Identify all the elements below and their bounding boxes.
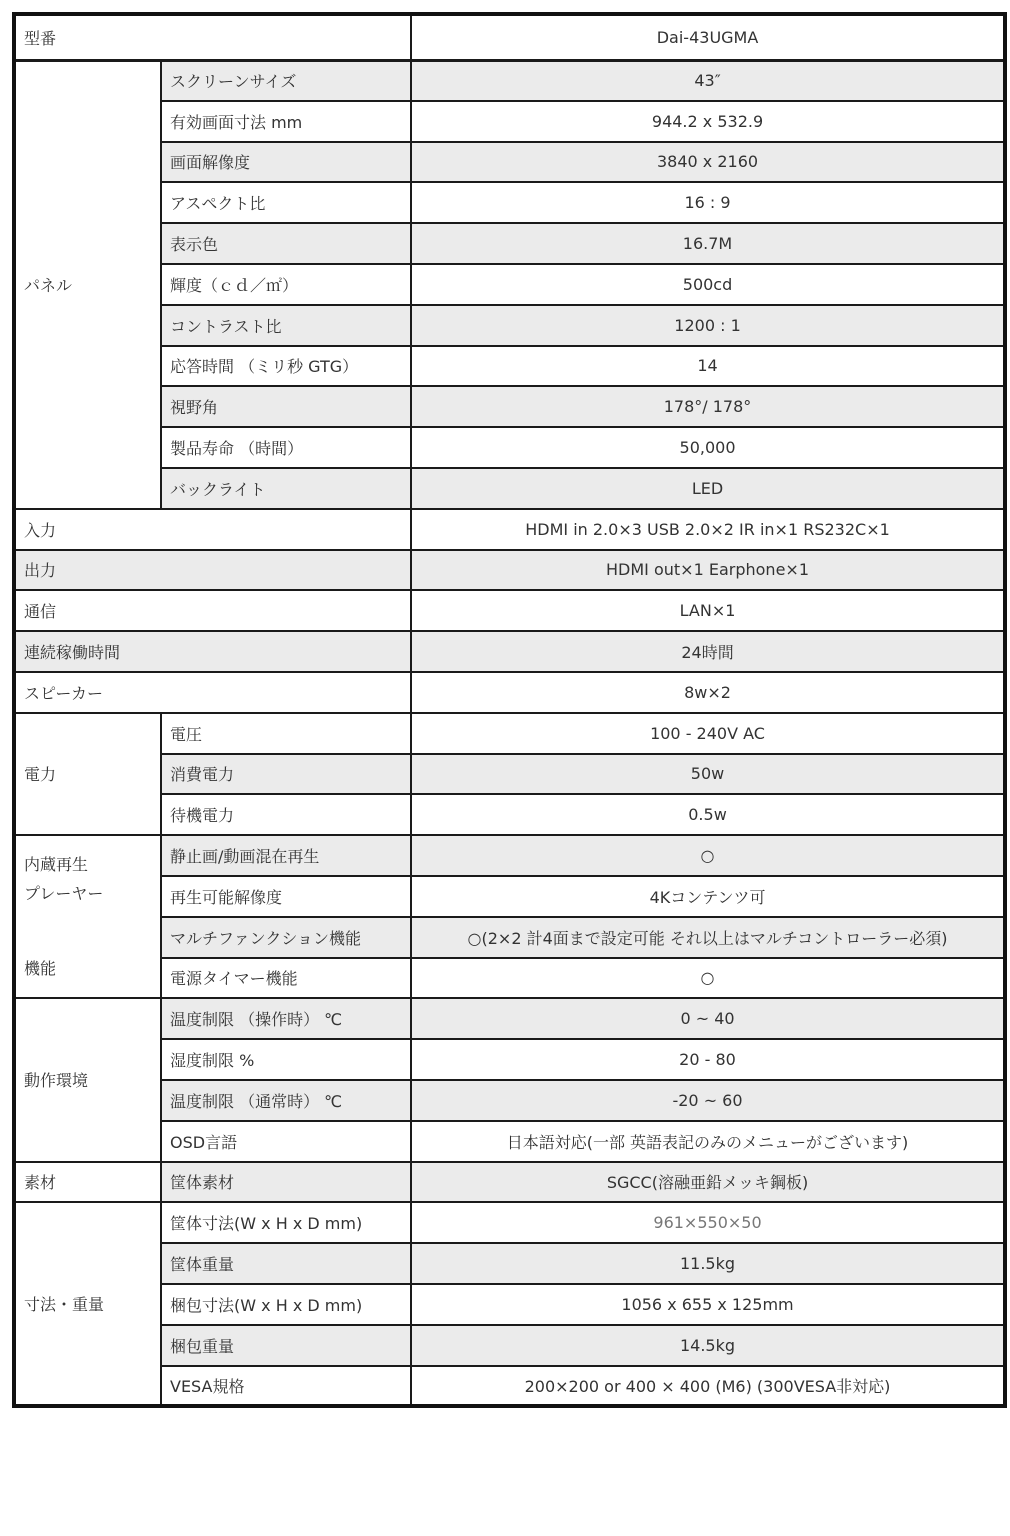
table-row: [14, 468, 1005, 509]
group-player-line2: プレーヤー: [24, 884, 104, 904]
table-row: [14, 1162, 1005, 1203]
spec-table: [12, 12, 1007, 1408]
row-label: 視野角: [161, 386, 411, 427]
row-label: 応答時間 （ミリ秒 GTG）: [161, 346, 411, 387]
row-value: 8w×2: [411, 672, 1005, 713]
table-row: [14, 672, 1005, 713]
table-row: [14, 264, 1005, 305]
group-player-line3: 機能: [24, 959, 57, 979]
row-label: バックライト: [161, 468, 411, 509]
row-value: 日本語対応(一部 英語表記のみのメニューがございます): [411, 1121, 1005, 1162]
row-value: 3840 x 2160: [411, 142, 1005, 183]
row-label: 筐体寸法(W x H x D mm): [161, 1202, 411, 1243]
row-value: LED: [411, 468, 1005, 509]
row-value: 43″: [411, 60, 1005, 101]
table-row: [14, 1325, 1005, 1366]
row-label: 表示色: [161, 223, 411, 264]
row-value: 14.5kg: [411, 1325, 1005, 1366]
table-row: [14, 631, 1005, 672]
row-value: 16.7M: [411, 223, 1005, 264]
row-value: 50,000: [411, 427, 1005, 468]
group-environment: 動作環境: [14, 998, 161, 1161]
model-label: 型番: [14, 14, 411, 60]
table-row: [14, 509, 1005, 550]
table-row: [14, 794, 1005, 835]
row-value: 14: [411, 346, 1005, 387]
table-row: [14, 101, 1005, 142]
group-material: 素材: [14, 1162, 161, 1203]
row-value: 944.2 x 532.9: [411, 101, 1005, 142]
table-row: [14, 142, 1005, 183]
table-row: [14, 223, 1005, 264]
row-value: 16 : 9: [411, 182, 1005, 223]
row-label: VESA規格: [161, 1366, 411, 1407]
row-value: ○: [411, 835, 1005, 876]
row-value: ○(2×2 計4面まで設定可能 それ以上はマルチコントローラー必須): [411, 917, 1005, 958]
row-label: 輝度（ｃｄ／㎡）: [161, 264, 411, 305]
table-row: [14, 1366, 1005, 1407]
group-player-line1: 内蔵再生: [24, 855, 89, 875]
table-row: [14, 386, 1005, 427]
table-row: [14, 1039, 1005, 1080]
row-label: 湿度制限 %: [161, 1039, 411, 1080]
row-value: 24時間: [411, 631, 1005, 672]
table-row: [14, 427, 1005, 468]
row-label: アスペクト比: [161, 182, 411, 223]
row-value: 961×550×50: [411, 1202, 1005, 1243]
group-player: [14, 835, 161, 998]
row-value: 0.5w: [411, 794, 1005, 835]
row-value: 178°/ 178°: [411, 386, 1005, 427]
table-row: [14, 182, 1005, 223]
row-value: 200×200 or 400 × 400 (M6) (300VESA非対応): [411, 1366, 1005, 1407]
table-row: [14, 590, 1005, 631]
row-value: HDMI out×1 Earphone×1: [411, 550, 1005, 591]
row-label: 通信: [14, 590, 411, 631]
table-row: [14, 60, 1005, 101]
table-row: [14, 1284, 1005, 1325]
row-label: 筐体重量: [161, 1243, 411, 1284]
row-label: 待機電力: [161, 794, 411, 835]
table-row: [14, 550, 1005, 591]
group-dimensions: 寸法・重量: [14, 1202, 161, 1406]
row-label: 出力: [14, 550, 411, 591]
row-label: 梱包寸法(W x H x D mm): [161, 1284, 411, 1325]
row-value: 20 - 80: [411, 1039, 1005, 1080]
model-value: Dai-43UGMA: [411, 14, 1005, 60]
row-value: 100 - 240V AC: [411, 713, 1005, 754]
row-value: 500cd: [411, 264, 1005, 305]
table-row-model: [14, 14, 1005, 60]
group-power: 電力: [14, 713, 161, 835]
row-label: 有効画面寸法 mm: [161, 101, 411, 142]
row-label: 筐体素材: [161, 1162, 411, 1203]
table-row: [14, 1121, 1005, 1162]
row-label: 梱包重量: [161, 1325, 411, 1366]
table-row: [14, 958, 1005, 999]
row-label: 静止画/動画混在再生: [161, 835, 411, 876]
row-label: 画面解像度: [161, 142, 411, 183]
table-row: [14, 1202, 1005, 1243]
table-row: [14, 754, 1005, 795]
table-row: [14, 1080, 1005, 1121]
row-value: ○: [411, 958, 1005, 999]
row-label: 連続稼働時間: [14, 631, 411, 672]
row-value: 1200 : 1: [411, 305, 1005, 346]
table-row: [14, 917, 1005, 958]
table-row: [14, 835, 1005, 876]
row-value: 0 ~ 40: [411, 998, 1005, 1039]
row-label: 入力: [14, 509, 411, 550]
row-label: 電源タイマー機能: [161, 958, 411, 999]
row-label: 温度制限 （操作時） ℃: [161, 998, 411, 1039]
table-row: [14, 876, 1005, 917]
row-label: 消費電力: [161, 754, 411, 795]
row-label: 再生可能解像度: [161, 876, 411, 917]
row-value: 1056 x 655 x 125mm: [411, 1284, 1005, 1325]
row-label: 製品寿命 （時間）: [161, 427, 411, 468]
table-row: [14, 1243, 1005, 1284]
row-label: コントラスト比: [161, 305, 411, 346]
row-value: 11.5kg: [411, 1243, 1005, 1284]
table-row: [14, 713, 1005, 754]
table-row: [14, 346, 1005, 387]
row-label: スピーカー: [14, 672, 411, 713]
row-value: 4Kコンテンツ可: [411, 876, 1005, 917]
table-row: [14, 998, 1005, 1039]
row-value: HDMI in 2.0×3 USB 2.0×2 IR in×1 RS232C×1: [411, 509, 1005, 550]
row-value: 50w: [411, 754, 1005, 795]
row-label: マルチファンクション機能: [161, 917, 411, 958]
table-row: [14, 305, 1005, 346]
row-value: LAN×1: [411, 590, 1005, 631]
group-panel: パネル: [14, 60, 161, 509]
row-label: 電圧: [161, 713, 411, 754]
row-label: OSD言語: [161, 1121, 411, 1162]
row-value: SGCC(溶融亜鉛メッキ鋼板): [411, 1162, 1005, 1203]
row-value: -20 ~ 60: [411, 1080, 1005, 1121]
row-label: 温度制限 （通常時） ℃: [161, 1080, 411, 1121]
row-label: スクリーンサイズ: [161, 60, 411, 101]
